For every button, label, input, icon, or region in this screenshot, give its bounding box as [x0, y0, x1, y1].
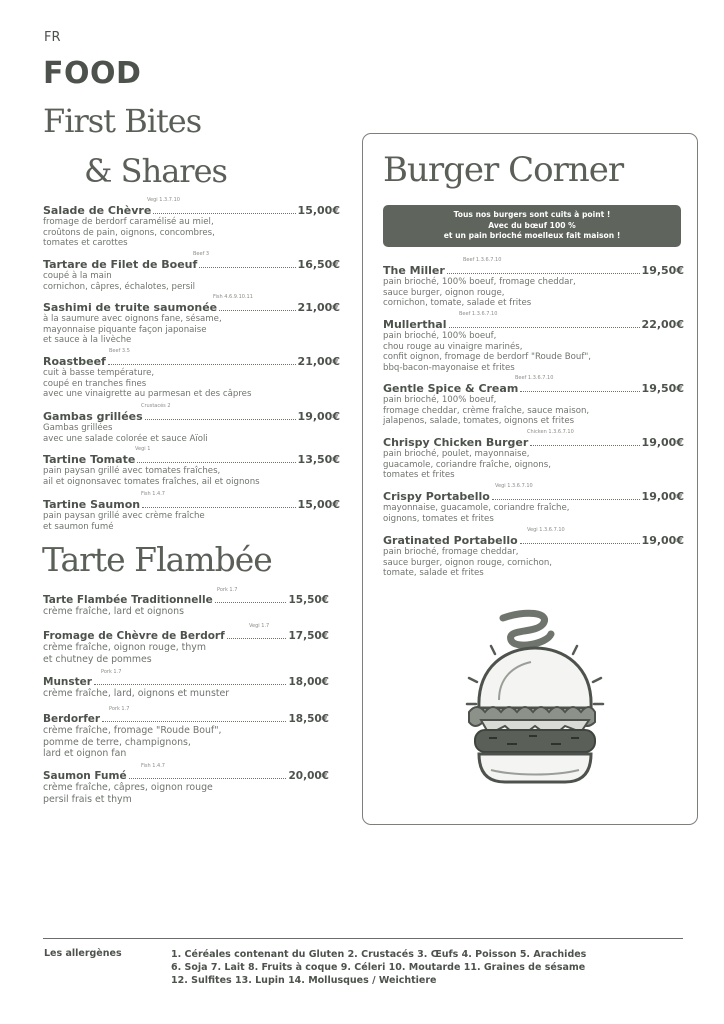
- menu-item-row: [43, 251, 340, 271]
- menu-item-name: Berdorfer: [43, 713, 101, 725]
- menu-item: [43, 491, 340, 532]
- menu-item-description: pain paysan grillé avec crème fraîche: [43, 511, 205, 521]
- menu-item-price: 19,00€: [297, 410, 340, 423]
- menu-item-price: 15,50€: [288, 594, 329, 606]
- menu-item-description: pomme de terre, champignons,: [43, 736, 191, 748]
- menu-item-description: pain brioché, 100% boeuf,: [383, 395, 497, 405]
- menu-item-description: oignons, tomates et frites: [383, 513, 494, 524]
- menu-item-description: confit oignon, fromage de berdorf "Roude Bouf",: [383, 352, 592, 362]
- menu-item-price: 21,00€: [297, 301, 340, 314]
- menu-item-row: [383, 429, 684, 449]
- menu-item-description: avec une vinaigrette au parmesan et des câpres: [43, 389, 252, 399]
- menu-item-allergen-tag: Vegi 1: [135, 446, 151, 452]
- menu-item-name: Munster: [43, 676, 92, 688]
- menu-item: [383, 257, 684, 309]
- menu-item-row: [43, 763, 329, 782]
- menu-item-description: cuit à basse température,: [43, 368, 155, 378]
- menu-item-description: crème fraîche, câpres, oignon rouge: [43, 782, 213, 793]
- menu-item-allergen-tag: Beef 3: [193, 251, 210, 257]
- menu-item-price: 19,00€: [641, 534, 684, 547]
- menu-item-row: [383, 311, 684, 331]
- menu-item-row: [43, 294, 340, 314]
- menu-item: [43, 587, 329, 618]
- allergens-label: Les allergènes: [44, 948, 122, 959]
- menu-item-description: croûtons de pain, oignons, concombres,: [43, 227, 215, 238]
- menu-item: [43, 623, 329, 665]
- dot-leader: [227, 638, 287, 639]
- menu-item-row: [43, 403, 340, 423]
- dot-leader: [215, 602, 287, 603]
- menu-item-name: Tarte Flambée Traditionnelle: [43, 594, 213, 606]
- menu-item-description: bbq-bacon-mayonaise et frites: [383, 362, 515, 373]
- menu-item-price: 19,50€: [641, 382, 684, 395]
- menu-item-row: [43, 669, 329, 688]
- menu-item-price: 13,50€: [297, 453, 340, 466]
- menu-item: [383, 527, 684, 579]
- menu-item-row: [43, 446, 340, 466]
- menu-item-allergen-tag: Fish 4.6.9.10.11: [213, 294, 253, 300]
- menu-item-row: [383, 257, 684, 277]
- menu-item-allergen-tag: Pork 1.7: [109, 706, 130, 712]
- menu-item-description: sauce burger, oignon rouge,: [383, 287, 505, 298]
- menu-item: [43, 763, 329, 805]
- menu-item-row: [43, 706, 329, 725]
- dot-leader: [129, 778, 287, 779]
- menu-item-description: ail et oignonsavec tomates fraîches, ail et oignons: [43, 476, 260, 487]
- menu-item-description: persil frais et thym: [43, 793, 132, 805]
- dot-leader: [492, 499, 640, 500]
- menu-item-description: pain brioché, fromage cheddar,: [383, 547, 519, 557]
- menu-item-allergen-tag: Fish 1.4.7: [141, 491, 165, 497]
- menu-item-allergen-tag: Vegi 1.3.6.7.10: [495, 483, 533, 489]
- menu-item-description: Gambas grillées: [43, 423, 113, 433]
- menu-item-description: cornichon, tomate, salade et frites: [383, 298, 532, 308]
- section-title-shares: & Shares: [84, 152, 227, 190]
- menu-item-price: 21,00€: [297, 355, 340, 368]
- menu-item-description: guacamole, coriandre fraîche, oignons,: [383, 459, 551, 470]
- menu-item: [383, 375, 684, 427]
- menu-item-name: Gratinated Portabello: [383, 534, 518, 547]
- menu-item-row: [43, 587, 329, 606]
- menu-item-name: Tartine Saumon: [43, 498, 141, 511]
- dot-leader: [449, 327, 640, 328]
- menu-item: [43, 348, 340, 400]
- banner-line: et un pain brioché moelleux fait maison !: [443, 231, 621, 240]
- menu-item-price: 19,00€: [641, 490, 684, 503]
- menu-item-price: 18,00€: [288, 676, 329, 688]
- menu-item-name: Sashimi de truite saumonée: [43, 301, 218, 314]
- section-title-tarte-flambee: Tarte Flambée: [42, 540, 272, 579]
- menu-item-allergen-tag: Vegi 1.3.7.10: [147, 197, 180, 203]
- dot-leader: [530, 445, 639, 446]
- menu-item-description: à la saumure avec oignons fane, sésame,: [43, 314, 222, 324]
- allergens-divider: [43, 938, 683, 939]
- menu-item-allergen-tag: Beef 1.3.6.7.10: [459, 311, 498, 317]
- banner-line: Tous nos burgers sont cuits à point !: [453, 210, 611, 219]
- menu-item-row: [43, 348, 340, 368]
- dot-leader: [145, 419, 296, 420]
- allergens-line: 12. Sulfites 13. Lupin 14. Mollusques / Weichtiere: [171, 975, 437, 986]
- menu-item-row: [383, 527, 684, 547]
- menu-item-price: 19,00€: [641, 436, 684, 449]
- menu-item-allergen-tag: Chicken 1.3.6.7.10: [527, 429, 574, 435]
- menu-item-description: crème fraîche, fromage "Roude Bouf",: [43, 725, 222, 736]
- dot-leader: [142, 507, 295, 508]
- menu-item: [383, 311, 684, 373]
- menu-item-price: 17,50€: [288, 630, 329, 642]
- menu-item-description: fromage de berdorf caramélisé au miel,: [43, 217, 214, 227]
- menu-item-description: tomates et frites: [383, 470, 455, 480]
- menu-item-description: crème fraîche, lard, oignons et munster: [43, 688, 230, 699]
- menu-item-price: 19,50€: [641, 264, 684, 277]
- menu-item-price: 16,50€: [297, 258, 340, 271]
- burger-illustration-icon: [455, 608, 615, 790]
- burger-info-banner: [383, 205, 681, 247]
- dot-leader: [447, 273, 640, 274]
- menu-item-description: pain brioché, 100% boeuf,: [383, 331, 497, 341]
- menu-item-allergen-tag: Vegi 1.7: [249, 623, 270, 629]
- menu-item: [43, 197, 340, 249]
- menu-item-description: pain brioché, 100% boeuf, fromage cheddar,: [383, 277, 576, 287]
- menu-item-description: cornichon, câpres, échalotes, persil: [43, 281, 196, 292]
- menu-item-description: lard et oignon fan: [43, 748, 127, 759]
- menu-item-description: mayonnaise piquante façon japonaise: [43, 324, 207, 335]
- menu-item-description: tomate, salade et frites: [383, 568, 484, 578]
- menu-item-description: coupé en tranches fines: [43, 378, 147, 389]
- menu-item-allergen-tag: Fish 1.4.7: [141, 763, 165, 769]
- language-label: FR: [44, 30, 61, 45]
- dot-leader: [94, 684, 287, 685]
- menu-item-allergen-tag: Vegi 1.3.6.7.10: [527, 527, 565, 533]
- menu-item-name: Mullerthal: [383, 318, 447, 331]
- allergens-list: [171, 948, 586, 987]
- menu-item-description: jalapenos, salade, tomates, oignons et frites: [383, 416, 575, 426]
- menu-item-name: The Miller: [383, 264, 445, 277]
- menu-item-description: et chutney de pommes: [43, 653, 152, 665]
- menu-item-description: fromage cheddar, crème fraîche, sauce maison,: [383, 405, 590, 416]
- menu-item-allergen-tag: Pork 1.7: [217, 587, 238, 593]
- menu-item-row: [383, 483, 684, 503]
- menu-item-description: crème fraîche, lard et oignons: [43, 606, 184, 617]
- menu-item-name: Roastbeef: [43, 355, 106, 368]
- menu-item-price: 20,00€: [288, 770, 329, 782]
- menu-item-description: chou rouge au vinaigre marinés,: [383, 341, 523, 352]
- dot-leader: [137, 462, 295, 463]
- menu-item-description: avec une salade colorée et sauce Aïoli: [43, 433, 208, 444]
- menu-item-name: Salade de Chèvre: [43, 204, 152, 217]
- menu-item-description: mayonnaise, guacamole, coriandre fraîche,: [383, 503, 570, 513]
- menu-item-name: Gambas grillées: [43, 410, 143, 423]
- menu-item: [43, 706, 329, 760]
- menu-item-price: 15,00€: [297, 498, 340, 511]
- menu-item-name: Crispy Portabello: [383, 490, 490, 503]
- menu-item-name: Fromage de Chèvre de Berdorf: [43, 630, 225, 642]
- menu-item-name: Gentle Spice & Cream: [383, 382, 519, 395]
- dot-leader: [108, 364, 296, 365]
- dot-leader: [219, 310, 295, 311]
- menu-item-row: [383, 375, 684, 395]
- menu-item: [383, 429, 684, 481]
- allergens-line: 6. Soja 7. Lait 8. Fruits à coque 9. Céleri 10. Moutarde 11. Graines de sésame: [171, 962, 586, 973]
- allergens-line: 1. Céréales contenant du Gluten 2. Crustacés 3. Œufs 4. Poisson 5. Arachides: [171, 949, 587, 960]
- menu-item-price: 22,00€: [641, 318, 684, 331]
- menu-item-description: pain paysan grillé avec tomates fraîches,: [43, 466, 221, 476]
- menu-title: FOOD: [43, 56, 142, 91]
- menu-item: [43, 251, 340, 292]
- menu-item-name: Tartine Tomate: [43, 453, 136, 466]
- menu-item-description: et sauce à la livèche: [43, 335, 132, 345]
- menu-item-allergen-tag: Crustacés 2: [141, 403, 171, 409]
- menu-item-description: coupé à la main: [43, 271, 112, 281]
- menu-item-name: Tartare de Filet de Boeuf: [43, 258, 198, 271]
- menu-item: [43, 446, 340, 487]
- menu-item-price: 15,00€: [297, 204, 340, 217]
- menu-item-name: Saumon Fumé: [43, 770, 127, 782]
- dot-leader: [153, 213, 295, 214]
- menu-item: [43, 669, 329, 700]
- banner-line: Avec du bœuf 100 %: [488, 220, 576, 230]
- menu-item-allergen-tag: Beef 3.5: [109, 348, 130, 354]
- menu-item-row: [43, 197, 340, 217]
- menu-item-allergen-tag: Beef 1.3.6.7.10: [515, 375, 554, 381]
- menu-item-description: et saumon fumé: [43, 521, 114, 532]
- menu-item-row: [43, 623, 329, 642]
- dot-leader: [102, 721, 286, 722]
- menu-item-allergen-tag: Beef 1.3.6.7.10: [463, 257, 502, 263]
- dot-leader: [199, 267, 295, 268]
- section-title-burger-corner: Burger Corner: [383, 150, 624, 190]
- menu-item-description: pain brioché, poulet, mayonnaise,: [383, 449, 530, 459]
- menu-item-row: [43, 491, 340, 511]
- section-title-first-bites: First Bites: [43, 102, 202, 140]
- menu-item-description: sauce burger, oignon rouge, cornichon,: [383, 557, 553, 568]
- menu-item: [383, 483, 684, 524]
- menu-item-price: 18,50€: [288, 713, 329, 725]
- dot-leader: [520, 391, 639, 392]
- menu-item: [43, 403, 340, 444]
- menu-item-description: crème fraîche, oignon rouge, thym: [43, 642, 206, 653]
- menu-item-allergen-tag: Pork 1.7: [101, 669, 122, 675]
- menu-item-name: Chrispy Chicken Burger: [383, 436, 529, 449]
- menu-item-description: tomates et carottes: [43, 238, 128, 248]
- dot-leader: [520, 543, 640, 544]
- menu-item: [43, 294, 340, 346]
